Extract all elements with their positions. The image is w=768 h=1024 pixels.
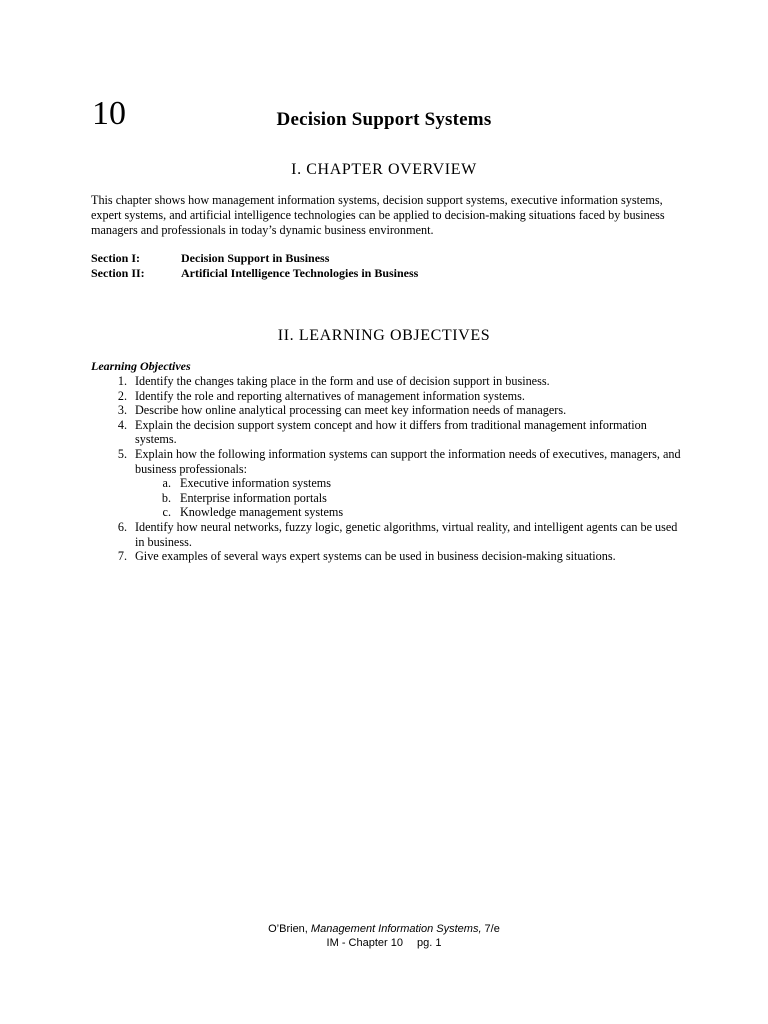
sub-item-text: Knowledge management systems xyxy=(180,505,344,520)
footer-citation xyxy=(0,922,768,936)
sub-item xyxy=(135,505,683,520)
list-item xyxy=(91,389,683,404)
item-number: 4. xyxy=(117,417,127,432)
chapter-overview-heading: I. CHAPTER OVERVIEW xyxy=(291,161,477,178)
sub-item-text: Enterprise information portals xyxy=(180,490,327,505)
item-text: Identify the role and reporting alternatives of management information systems. xyxy=(135,388,525,403)
section-row xyxy=(91,251,418,266)
footer-chapter-ref: IM - Chapter 10 xyxy=(326,937,403,949)
list-item xyxy=(91,447,683,476)
sub-item-letter: c. xyxy=(162,505,171,520)
footer-page-info xyxy=(0,936,768,950)
item-number: 3. xyxy=(117,403,127,418)
item-text: Give examples of several ways expert systems can be used in business decision-making situations. xyxy=(135,549,616,564)
sub-item-text: Executive information systems xyxy=(180,476,331,491)
list-item xyxy=(91,520,683,549)
section-label: Section II: xyxy=(91,265,145,280)
chapter-title: Decision Support Systems xyxy=(276,109,492,130)
item-text: Identify how neural networks, fuzzy logic, genetic algorithms, virtual reality, and intelligent agents can be used in business. xyxy=(135,519,678,549)
sub-item xyxy=(135,491,683,506)
footer-edition: 7/e xyxy=(481,923,500,935)
footer-book-title: Management Information Systems, xyxy=(310,923,482,935)
list-item xyxy=(91,418,683,447)
item-text: Identify the changes taking place in the form and use of decision support in business. xyxy=(135,374,550,388)
item-text: Explain how the following information systems can support the information needs of executives, managers, and business professionals: xyxy=(135,446,681,476)
section-title: Artificial Intelligence Technologies in Business xyxy=(181,265,419,280)
sub-item-letter: b. xyxy=(161,490,171,505)
footer-author: O’Brien, xyxy=(268,923,311,935)
list-item xyxy=(91,549,683,564)
learning-objectives-subheading: Learning Objectives xyxy=(91,359,191,373)
item-number: 5. xyxy=(117,446,127,461)
list-item xyxy=(91,403,683,418)
footer-page-number: pg. 1 xyxy=(416,937,442,949)
section-title: Decision Support in Business xyxy=(181,251,330,265)
sub-item xyxy=(135,476,683,491)
chapter-number: 10 xyxy=(92,95,126,132)
objectives-list xyxy=(91,374,683,564)
overview-paragraph: This chapter shows how management information systems, decision support systems, executive information systems, expert systems, and artificial intelligence technologies can be applied to decision-making situations faced by business managers and professionals in today’s dynamic business environment. xyxy=(91,193,665,238)
section-list xyxy=(91,251,418,280)
section-row xyxy=(91,266,418,281)
list-item xyxy=(91,374,683,389)
item-number: 2. xyxy=(117,388,127,403)
item-text: Explain the decision support system concept and how it differs from traditional management information systems. xyxy=(135,417,647,447)
sub-list xyxy=(91,476,683,520)
learning-objectives-heading: II. LEARNING OBJECTIVES xyxy=(277,327,491,344)
item-number: 1. xyxy=(117,374,127,388)
section-label: Section I: xyxy=(91,251,140,265)
page-footer xyxy=(0,922,768,950)
sub-item-letter: a. xyxy=(162,476,171,491)
item-text: Describe how online analytical processing can meet key information needs of managers. xyxy=(135,403,567,418)
item-number: 7. xyxy=(117,549,127,564)
item-number: 6. xyxy=(117,519,127,534)
